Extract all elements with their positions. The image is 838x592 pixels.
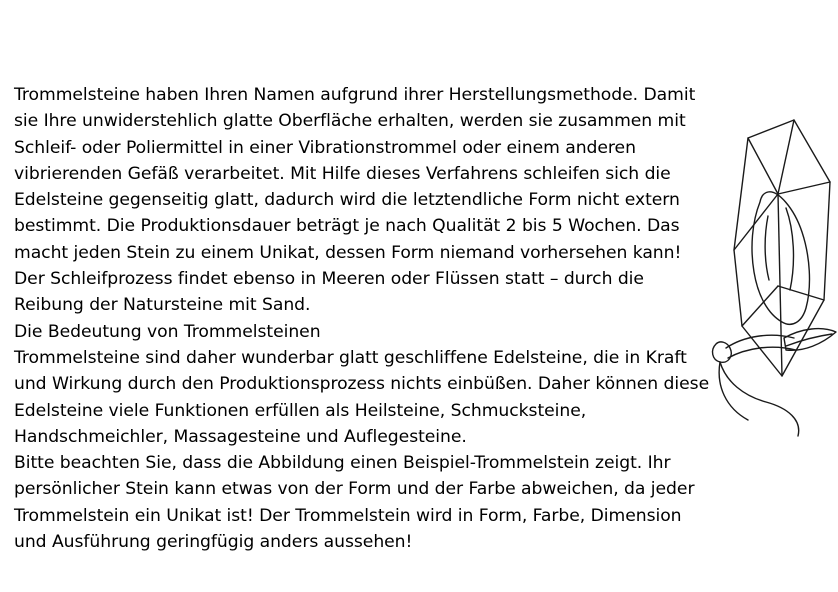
paragraph-intro: Trommelsteine haben Ihren Namen aufgrund ihrer Herstellungsmethode. Damit sie Ihre unwiderstehlich glatte Oberfläche erhalten, werden sie zusammen mit Schleif- oder Poliermittel in einer Vibrationstrommel oder einem anderen vibrierenden Gefäß verarbeitet. Mit Hilfe dieses Verfahrens schleifen sich die Edelsteine gegenseitig glatt, dadurch wird die letztendliche Form nicht extern bestimmt. Die Produktionsdauer beträgt je nach Qualität 2 bis 5 Wochen. Das macht jeden Stein zu einem Unikat, dessen Form niemand vorhersehen kann! Der Schleifprozess findet ebenso in Meeren oder Flüssen statt – durch die Reibung der Natursteine mit Sand. (14, 85, 701, 316)
paragraph-meaning-body: Trommelsteine sind daher wunderbar glatt geschliffene Edelsteine, die in Kraft und Wirkung durch den Produktionsprozess nichts einbüßen. Daher können diese Edelsteine viele Funktionen erfüllen als Heilsteine, Schmucksteine, Handschmeichler, Massagesteine und Auflegesteine. (14, 347, 715, 447)
gemstone-pendant-illustration (690, 90, 838, 440)
document-text-column (14, 82, 714, 555)
paragraph-heading-meaning: Die Bedeutung von Trommelsteinen (14, 321, 321, 342)
gemstone-pendant-line-drawing (690, 90, 838, 440)
paragraph-disclaimer: Bitte beachten Sie, dass die Abbildung einen Beispiel-Trommelstein zeigt. Ihr persönlicher Stein kann etwas von der Form und der Farbe abweichen, da jeder Trommelstein ein Unikat ist! Der Trommelstein wird in Form, Farbe, Dimension und Ausführung geringfügig anders aussehen! (14, 453, 700, 553)
